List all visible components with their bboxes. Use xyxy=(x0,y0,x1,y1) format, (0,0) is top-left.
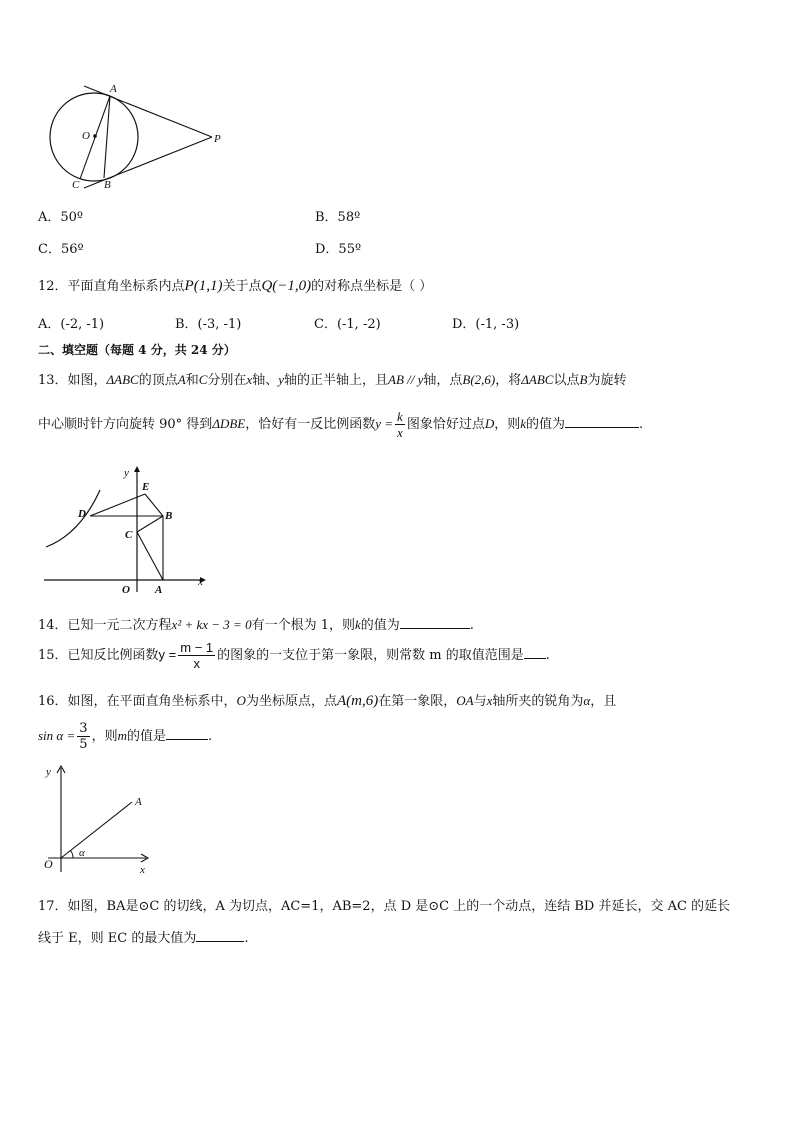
coordinate-rotation-figure xyxy=(40,462,220,597)
q17-line-1: 17．如图，BA是⊙C 的切线，A 为切点，AC=1，AB=2，点 D 是⊙C 上的一个动点，连结 BD 并延长，交 AC 的延长 xyxy=(38,899,731,914)
q16-segment-oa: OA xyxy=(456,693,474,708)
q15-text: . xyxy=(545,648,550,663)
q14-k: k xyxy=(354,617,361,632)
q16-text: 与 xyxy=(473,694,487,709)
q16-alpha: α xyxy=(583,693,591,708)
q12-option-b: B．(-3, -1) xyxy=(175,317,242,332)
q13-answer-blank[interactable] xyxy=(565,413,639,428)
q13-text: ，则 xyxy=(494,417,521,432)
q13-text: 以点 xyxy=(553,373,580,388)
q13-text: . xyxy=(639,417,644,432)
q16-text: ，则 xyxy=(91,729,118,744)
q13-parallel: AB // y xyxy=(388,372,424,387)
q15-fraction xyxy=(178,641,215,670)
ray-oa xyxy=(61,802,132,858)
q16-m: m xyxy=(117,728,127,743)
q16-line-1 xyxy=(38,690,616,710)
y-axis-arrow xyxy=(134,466,140,472)
label-b: B xyxy=(104,179,111,191)
label-b: B xyxy=(165,510,173,522)
q13-text: ，将 xyxy=(495,373,522,388)
q13-line-2 xyxy=(38,410,643,439)
q13-triangle-dbe: ΔDBE xyxy=(212,416,246,431)
q15-text: 的图象的一支位于第一象限，则常数 m 的取值范围是 xyxy=(217,648,524,663)
q13-text: 的顶点 xyxy=(138,373,178,388)
q15-function-y: y = xyxy=(158,647,177,662)
q14-text: 的值为 xyxy=(360,618,400,633)
q13-function-y: y = xyxy=(375,416,394,431)
q13-text: 13．如图， xyxy=(38,373,107,388)
label-a: A xyxy=(155,584,163,596)
q12-text-c: 的对称点坐标是（ ） xyxy=(311,279,433,294)
q16-text: ，且 xyxy=(590,694,617,709)
q16-text: 的值是 xyxy=(126,729,166,744)
label-a: A xyxy=(135,796,142,808)
segment-cb xyxy=(137,516,163,532)
q14-stem xyxy=(38,614,474,633)
q15-text: 15．已知反比例函数 xyxy=(38,648,159,663)
q12-option-c: C．(-1, -2) xyxy=(314,317,381,332)
label-alpha: α xyxy=(79,847,85,859)
q13-point-c: C xyxy=(198,372,208,387)
q13-fraction-numerator: k xyxy=(397,409,403,424)
q16-x-axis: x xyxy=(486,693,493,708)
q12-point-p: P(1,1) xyxy=(184,278,223,294)
q14-text: 有一个根为 1，则 xyxy=(251,618,355,633)
q16-point-a: A(m,6) xyxy=(336,693,379,709)
q13-x-axis: x xyxy=(246,372,253,387)
q13-text: 图象恰好过点 xyxy=(406,417,485,432)
q13-point-b: B xyxy=(579,372,588,387)
q11-option-c: C．56º xyxy=(38,242,84,257)
q16-text: 16．如图，在平面直角坐标系中， xyxy=(38,694,237,709)
q16-text: 轴所夹的锐角为 xyxy=(492,694,584,709)
q12-stem xyxy=(38,275,432,295)
label-o: O xyxy=(122,584,130,596)
q12-point-q: Q(−1,0) xyxy=(261,278,312,294)
q13-text: 轴的正半轴上，且 xyxy=(283,373,388,388)
q13-text: 和 xyxy=(185,373,199,388)
q16-text: 为坐标原点，点 xyxy=(245,694,337,709)
q17-line-2 xyxy=(38,927,248,946)
q13-fraction xyxy=(395,410,405,439)
q11-option-a: A．50º xyxy=(38,210,84,225)
q13-text: ，恰好有一反比例函数 xyxy=(245,417,376,432)
label-c: C xyxy=(125,529,133,541)
q13-text: 为旋转 xyxy=(587,373,627,388)
label-d: D xyxy=(78,508,86,520)
angle-arc xyxy=(71,851,74,859)
q16-fraction-denominator: 5 xyxy=(79,737,88,752)
hyperbola-curve xyxy=(46,490,100,547)
q11-option-b: B．58º xyxy=(315,210,361,225)
label-p: P xyxy=(214,133,221,145)
q16-text: . xyxy=(207,729,213,744)
q16-fraction-numerator: 3 xyxy=(79,721,88,736)
segment-ca xyxy=(137,532,163,580)
label-y: y xyxy=(124,467,129,479)
q13-triangle-abc: ΔABC xyxy=(106,372,139,387)
tangent-line-pa xyxy=(84,86,212,137)
label-o: O xyxy=(82,130,90,142)
q16-sin: sin α = xyxy=(38,728,76,743)
q16-text: 在第一象限， xyxy=(378,694,457,709)
angle-alpha-figure xyxy=(38,762,158,877)
q13-text: 轴，点 xyxy=(423,373,463,388)
label-c: C xyxy=(72,179,80,191)
segment-eb xyxy=(145,494,163,516)
q13-point-a: A xyxy=(177,372,186,387)
q11-option-d: D．55º xyxy=(315,242,362,257)
q14-text: . xyxy=(469,618,474,633)
q12-option-a: A．(-2, -1) xyxy=(38,317,105,332)
q14-answer-blank[interactable] xyxy=(400,614,470,629)
q14-equation: x² + kx − 3 = 0 xyxy=(171,617,252,632)
q16-origin: O xyxy=(236,693,246,708)
q13-text: 轴、 xyxy=(252,373,279,388)
q13-point-b: B(2,6) xyxy=(462,372,496,387)
q14-text: 14．已知一元二次方程 xyxy=(38,618,172,633)
circle-tangent-figure xyxy=(44,80,234,195)
q15-fraction-numerator: m − 1 xyxy=(180,640,214,655)
q13-line-1 xyxy=(38,369,626,388)
q13-text: 分别在 xyxy=(207,373,247,388)
label-a: A xyxy=(110,83,117,95)
label-y: y xyxy=(46,766,51,778)
center-point xyxy=(93,134,97,138)
q17-answer-blank[interactable] xyxy=(196,927,244,942)
q15-answer-blank[interactable] xyxy=(524,644,546,659)
q13-text: 的值为 xyxy=(526,417,566,432)
q13-triangle-abc: ΔABC xyxy=(521,372,554,387)
q12-option-d: D．(-1, -3) xyxy=(452,317,520,332)
q13-point-d: D xyxy=(484,416,495,431)
q13-k: k xyxy=(520,416,527,431)
q17-text: . xyxy=(244,931,249,946)
label-x: x xyxy=(140,864,145,876)
section-title: 二、填空题（每题 4 分，共 24 分） xyxy=(38,343,236,357)
q16-answer-blank[interactable] xyxy=(166,725,208,740)
q13-text: 中心顺时针方向旋转 90° 得到 xyxy=(38,417,213,432)
q17-text: 线于 E，则 EC 的最大值为 xyxy=(38,931,197,946)
label-x: x xyxy=(198,576,203,588)
q12-text-a: 12．平面直角坐标系内点 xyxy=(38,279,185,294)
q16-fraction xyxy=(77,722,89,751)
q15-stem xyxy=(38,641,550,670)
q13-fraction-denominator: x xyxy=(397,425,403,440)
label-e: E xyxy=(142,481,150,493)
label-o: O xyxy=(44,857,53,871)
q13-y-axis: y xyxy=(278,372,284,387)
q12-text-b: 关于点 xyxy=(222,279,262,294)
chord-ab xyxy=(104,96,110,178)
q15-fraction-denominator: x xyxy=(193,656,200,671)
q16-line-2 xyxy=(38,722,212,751)
